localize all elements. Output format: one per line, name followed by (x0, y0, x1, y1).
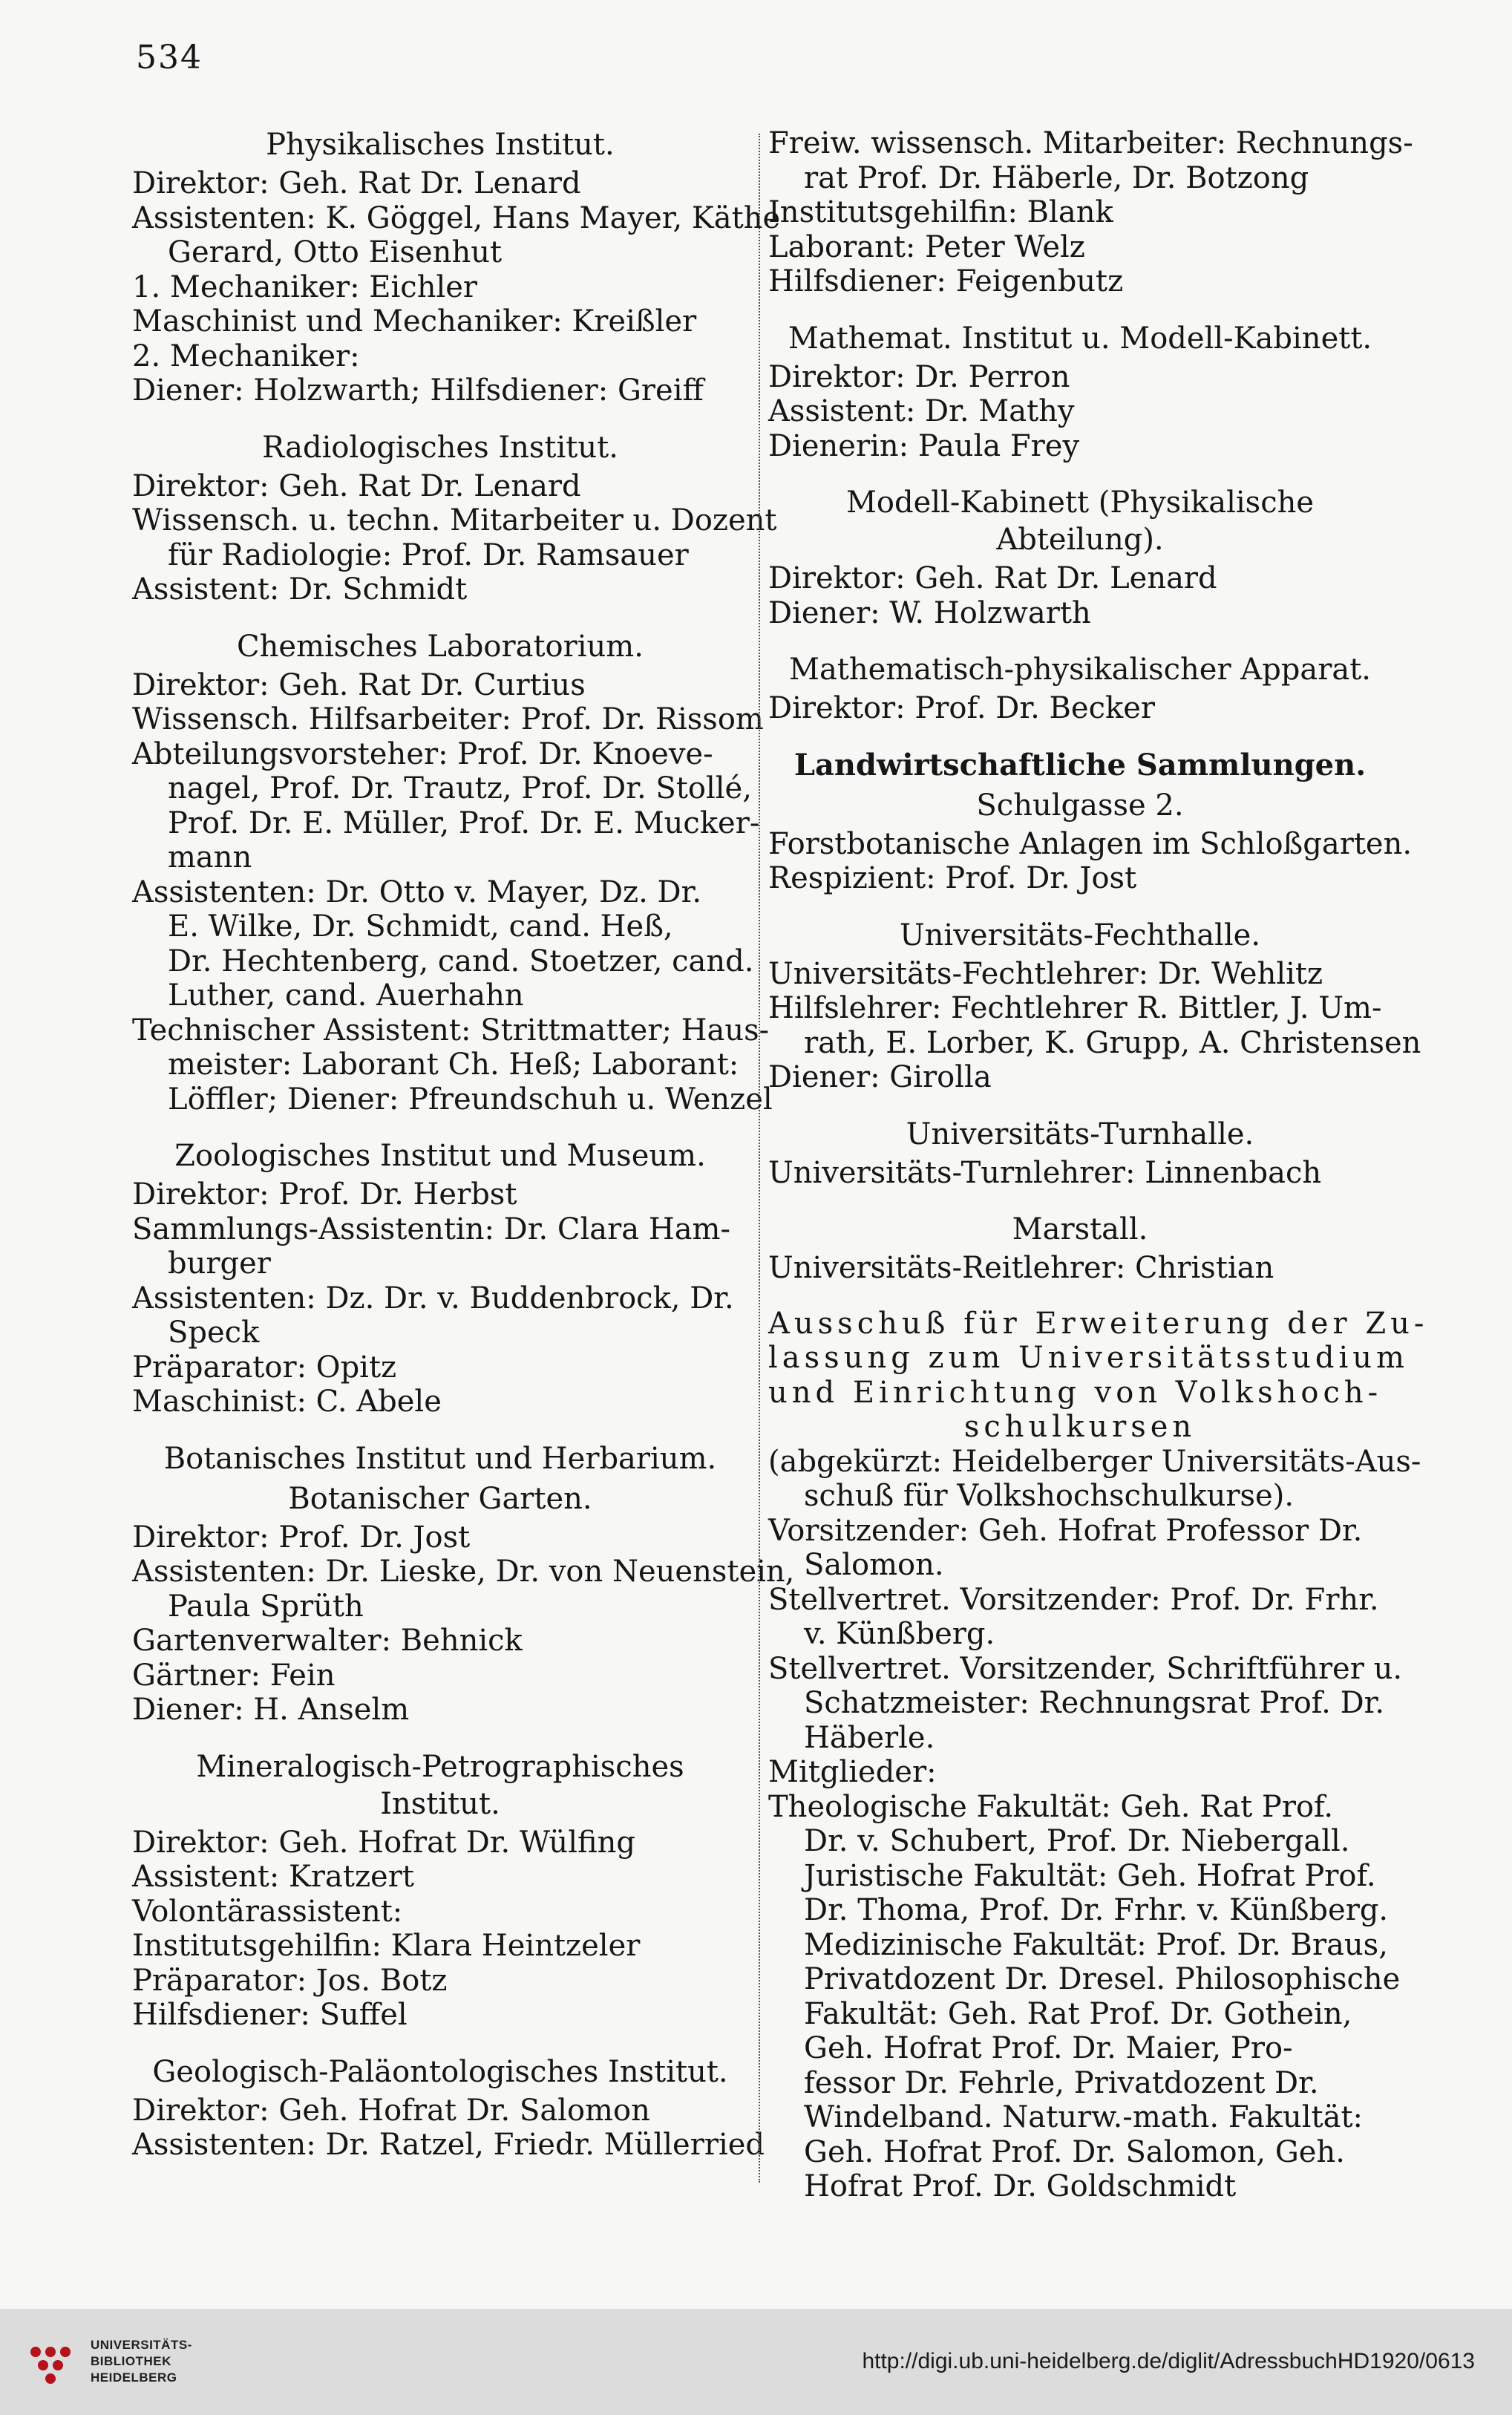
left-column (132, 126, 795, 2183)
section-mathematisch-physikalischer-apparat (768, 651, 1392, 726)
text-line: Hilfsdiener: Suffel (132, 1998, 408, 2032)
section-continued (768, 1306, 1429, 2204)
text-line: Löffler; Diener: Pfreundschuh u. Wenzel (168, 1082, 773, 1117)
text-line: Diener: W. Holzwarth (768, 595, 1091, 630)
text-line: Assistent: Kratzert (132, 1860, 414, 1894)
text-line: E. Wilke, Dr. Schmidt, cand. Heß, (168, 909, 673, 944)
text-line: burger (168, 1246, 271, 1281)
text-line: Medizinische Fakultät: Prof. Dr. Braus, (804, 1927, 1388, 1962)
section-heading: Universitäts-Turnhalle. (906, 1117, 1254, 1151)
section-zoologisches-institut-und-museum (132, 1137, 748, 1419)
section-heading: Mineralogisch-Petrographisches Institut. (196, 1749, 684, 1821)
source-url-link[interactable]: http://digi.ub.uni-heidelberg.de/diglit/AdressbuchHD1920/0613 (862, 2349, 1475, 2373)
section-heading: Mathemat. Institut u. Modell-Kabinett. (788, 321, 1372, 356)
text-line: Assistent: Dr. Schmidt (132, 572, 468, 607)
section-modell-kabinett-physikalische-abteilung (768, 484, 1392, 630)
text-line: Assistent: Dr. Mathy (768, 394, 1075, 428)
text-line: Direktor: Geh. Rat Dr. Lenard (132, 468, 581, 503)
section-heading: Zoologisches Institut und Museum. (174, 1139, 706, 1173)
text-line: Hofrat Prof. Dr. Goldschmidt (804, 2169, 1237, 2203)
right-column (768, 126, 1429, 2225)
section-heading: Modell-Kabinett (Physikalische Abteilung). (845, 486, 1315, 557)
text-line: mann (168, 840, 252, 875)
text-line: Stellvertret. Vorsitzender: Prof. Dr. Frhr. (768, 1582, 1379, 1617)
text-line: Universitäts-Fechtlehrer: Dr. Wehlitz (768, 956, 1323, 991)
text-line: Luther, cand. Auerhahn (168, 978, 524, 1013)
section-subheading: Schulgasse 2. (976, 788, 1184, 823)
text-line: Dr. Thoma, Prof. Dr. Frhr. v. Künßberg. (804, 1893, 1389, 1927)
text-line: Volontärassistent: (132, 1894, 403, 1929)
text-line: Geh. Hofrat Prof. Dr. Salomon, Geh. (804, 2134, 1345, 2169)
text-line: Fakultät: Geh. Rat Prof. Dr. Gothein, (804, 1996, 1352, 2031)
section-heading: Universitäts-Fechthalle. (899, 918, 1261, 952)
text-line: Präparator: Opitz (132, 1350, 397, 1385)
text-line: Freiw. wissensch. Mitarbeiter: Rechnungs- (768, 126, 1413, 160)
section-geologisch-palaeontologisches-institut (132, 2053, 765, 2163)
text-line: Laborant: Peter Welz (768, 229, 1085, 264)
section-heading: Geologisch-Paläontologisches Institut. (152, 2054, 728, 2089)
text-line: Präparator: Jos. Botz (132, 1963, 448, 1998)
text-line: Speck (168, 1316, 260, 1350)
text-line: Assistenten: K. Göggel, Hans Mayer, Käthe (132, 200, 781, 235)
text-line: rat Prof. Dr. Häberle, Dr. Botzong (804, 160, 1309, 195)
text-line: Universitäts-Reitlehrer: Christian (768, 1251, 1274, 1285)
text-line: Paula Sprüth (168, 1589, 364, 1624)
text-line: Abteilungsvorsteher: Prof. Dr. Knoeve- (132, 736, 713, 771)
text-line: Mitglieder: (768, 1755, 937, 1789)
text-line: Häberle. (804, 1720, 935, 1755)
section-heading: Mathematisch-physikalischer Apparat. (788, 653, 1372, 687)
text-line: meister: Laborant Ch. Heß; Laborant: (168, 1048, 739, 1082)
text-line: Vorsitzender: Geh. Hofrat Professor Dr. (768, 1513, 1363, 1548)
text-line: Schatzmeister: Rechnungsrat Prof. Dr. (804, 1686, 1385, 1720)
text-line: Direktor: Prof. Dr. Jost (132, 1520, 471, 1555)
section-mineralogisch-petrographisches-institut (132, 1748, 748, 2033)
text-line: Hilfsdiener: Feigenbutz (768, 264, 1124, 298)
section-marstall (768, 1211, 1392, 1286)
section-mathemat-institut-u-modell-kabinett (768, 320, 1392, 464)
university-library-logo-icon (21, 2339, 80, 2391)
text-line: Institutsgehilfin: Blank (768, 195, 1113, 229)
text-line: rath, E. Lorber, K. Grupp, A. Christensen (804, 1025, 1421, 1060)
text-line: Direktor: Geh. Rat Dr. Lenard (768, 561, 1217, 595)
text-line: Stellvertret. Vorsitzender, Schriftführer u. (768, 1651, 1403, 1686)
text-line: Assistenten: Dr. Lieske, Dr. von Neuenstein, (132, 1555, 795, 1589)
text-line: Universitäts-Turnlehrer: Linnenbach (768, 1155, 1322, 1190)
text-line: Gartenverwalter: Behnick (132, 1624, 523, 1658)
section-heading: Landwirtschaftliche Sammlungen. (793, 747, 1367, 782)
section-chemisches-laboratorium (132, 628, 773, 1117)
text-line: nagel, Prof. Dr. Trautz, Prof. Dr. Stollé, (168, 771, 752, 805)
text-line: schuß für Volkshochschulkurse). (804, 1479, 1295, 1513)
library-name-line: BIBLIOTHEK (91, 2354, 171, 2368)
footer-bar (0, 2309, 1512, 2415)
text-line: Diener: Holzwarth; Hilfsdiener: Greiff (132, 373, 704, 408)
text-line: Direktor: Geh. Rat Dr. Lenard (132, 166, 581, 200)
section-heading: Botanisches Institut und Herbarium. (163, 1441, 717, 1476)
text-line: Assistenten: Dz. Dr. v. Buddenbrock, Dr. (132, 1281, 734, 1316)
text-line: Dr. Hechtenberg, cand. Stoetzer, cand. (168, 944, 754, 978)
text-line: Wissensch. u. techn. Mitarbeiter u. Dozent (132, 503, 777, 537)
text-line: Institutsgehilfin: Klara Heintzeler (132, 1929, 641, 1963)
text-line: Direktor: Geh. Rat Dr. Curtius (132, 667, 586, 702)
text-line: Technischer Assistent: Strittmatter; Haus- (132, 1013, 770, 1048)
text-line: Direktor: Prof. Dr. Becker (768, 691, 1156, 725)
text-line: Privatdozent Dr. Dresel. Philosophische (804, 1962, 1401, 1996)
library-name-line: HEIDELBERG (91, 2370, 177, 2385)
spaced-heading-line: und Einrichtung von Volkshoch- (768, 1375, 1383, 1410)
section-heading: Marstall. (1012, 1212, 1148, 1246)
text-line: für Radiologie: Prof. Dr. Ramsauer (168, 537, 689, 572)
section-botanisches-institut-und-herbarium (132, 1440, 795, 1728)
text-line: Sammlungs-Assistentin: Dr. Clara Ham- (132, 1212, 730, 1246)
library-name (91, 2337, 192, 2386)
text-line: Direktor: Geh. Hofrat Dr. Salomon (132, 2093, 650, 2128)
spaced-heading-line: schulkursen (963, 1410, 1197, 1444)
text-line: Juristische Fakultät: Geh. Hofrat Prof. (804, 1858, 1376, 1893)
text-line: 2. Mechaniker: (132, 339, 360, 373)
spaced-heading-line: Ausschuß für Erweiterung der Zu- (768, 1306, 1429, 1341)
text-line: Assistenten: Dr. Otto v. Mayer, Dz. Dr. (132, 875, 702, 909)
text-line: Geh. Hofrat Prof. Dr. Maier, Pro- (804, 2031, 1293, 2065)
text-line: Assistenten: Dr. Ratzel, Friedr. Müllerried (132, 2128, 765, 2162)
text-line: fessor Dr. Fehrle, Privatdozent Dr. (804, 2065, 1319, 2100)
text-line: Forstbotanische Anlagen im Schloßgarten. (768, 826, 1413, 861)
text-line: Diener: Girolla (768, 1060, 992, 1094)
text-line: Dienerin: Paula Frey (768, 428, 1080, 463)
text-line: Maschinist und Mechaniker: Kreißler (132, 304, 697, 339)
text-line: Windelband. Naturw.-math. Fakultät: (804, 2100, 1364, 2134)
spaced-heading-line: lassung zum Universitätsstudium (768, 1341, 1409, 1375)
text-line: Gerard, Otto Eisenhut (168, 235, 503, 269)
section-heading: Physikalisches Institut. (266, 128, 615, 162)
text-line: Gärtner: Fein (132, 1658, 336, 1693)
text-line: Wissensch. Hilfsarbeiter: Prof. Dr. Rissom (132, 702, 764, 736)
text-line: Dr. v. Schubert, Prof. Dr. Niebergall. (804, 1824, 1350, 1858)
section-continued (768, 126, 1413, 299)
text-line: Direktor: Dr. Perron (768, 359, 1070, 394)
text-line: 1. Mechaniker: Eichler (132, 269, 478, 304)
text-line: Hilfslehrer: Fechtlehrer R. Bittler, J. Um- (768, 991, 1382, 1025)
text-line: Respizient: Prof. Dr. Jost (768, 861, 1137, 895)
section-radiologisches-institut (132, 429, 777, 607)
section-heading: Chemisches Laboratorium. (237, 629, 644, 664)
section-universitaets-turnhalle (768, 1116, 1392, 1191)
text-line: Diener: H. Anselm (132, 1693, 410, 1727)
text-line: (abgekürzt: Heidelberger Universitäts-Aus- (768, 1444, 1421, 1479)
text-line: Direktor: Geh. Hofrat Dr. Wülfing (132, 1825, 636, 1860)
library-name-line: UNIVERSITÄTS- (91, 2338, 192, 2352)
text-line: Prof. Dr. E. Müller, Prof. Dr. E. Mucker- (168, 805, 760, 840)
section-subheading: Botanischer Garten. (288, 1481, 592, 1516)
section-heading: Radiologisches Institut. (262, 430, 618, 465)
text-line: Direktor: Prof. Dr. Herbst (132, 1177, 517, 1212)
column-divider (759, 134, 760, 2183)
text-line: Salomon. (804, 1548, 944, 1582)
text-line: Theologische Fakultät: Geh. Rat Prof. (768, 1789, 1334, 1824)
page-number: 534 (136, 39, 203, 76)
section-landwirtschaftliche-sammlungen (768, 747, 1413, 896)
text-line: Maschinist: C. Abele (132, 1385, 442, 1419)
text-line: v. Künßberg. (804, 1617, 995, 1651)
section-universitaets-fechthalle (768, 917, 1421, 1095)
section-physikalisches-institut (132, 126, 781, 408)
